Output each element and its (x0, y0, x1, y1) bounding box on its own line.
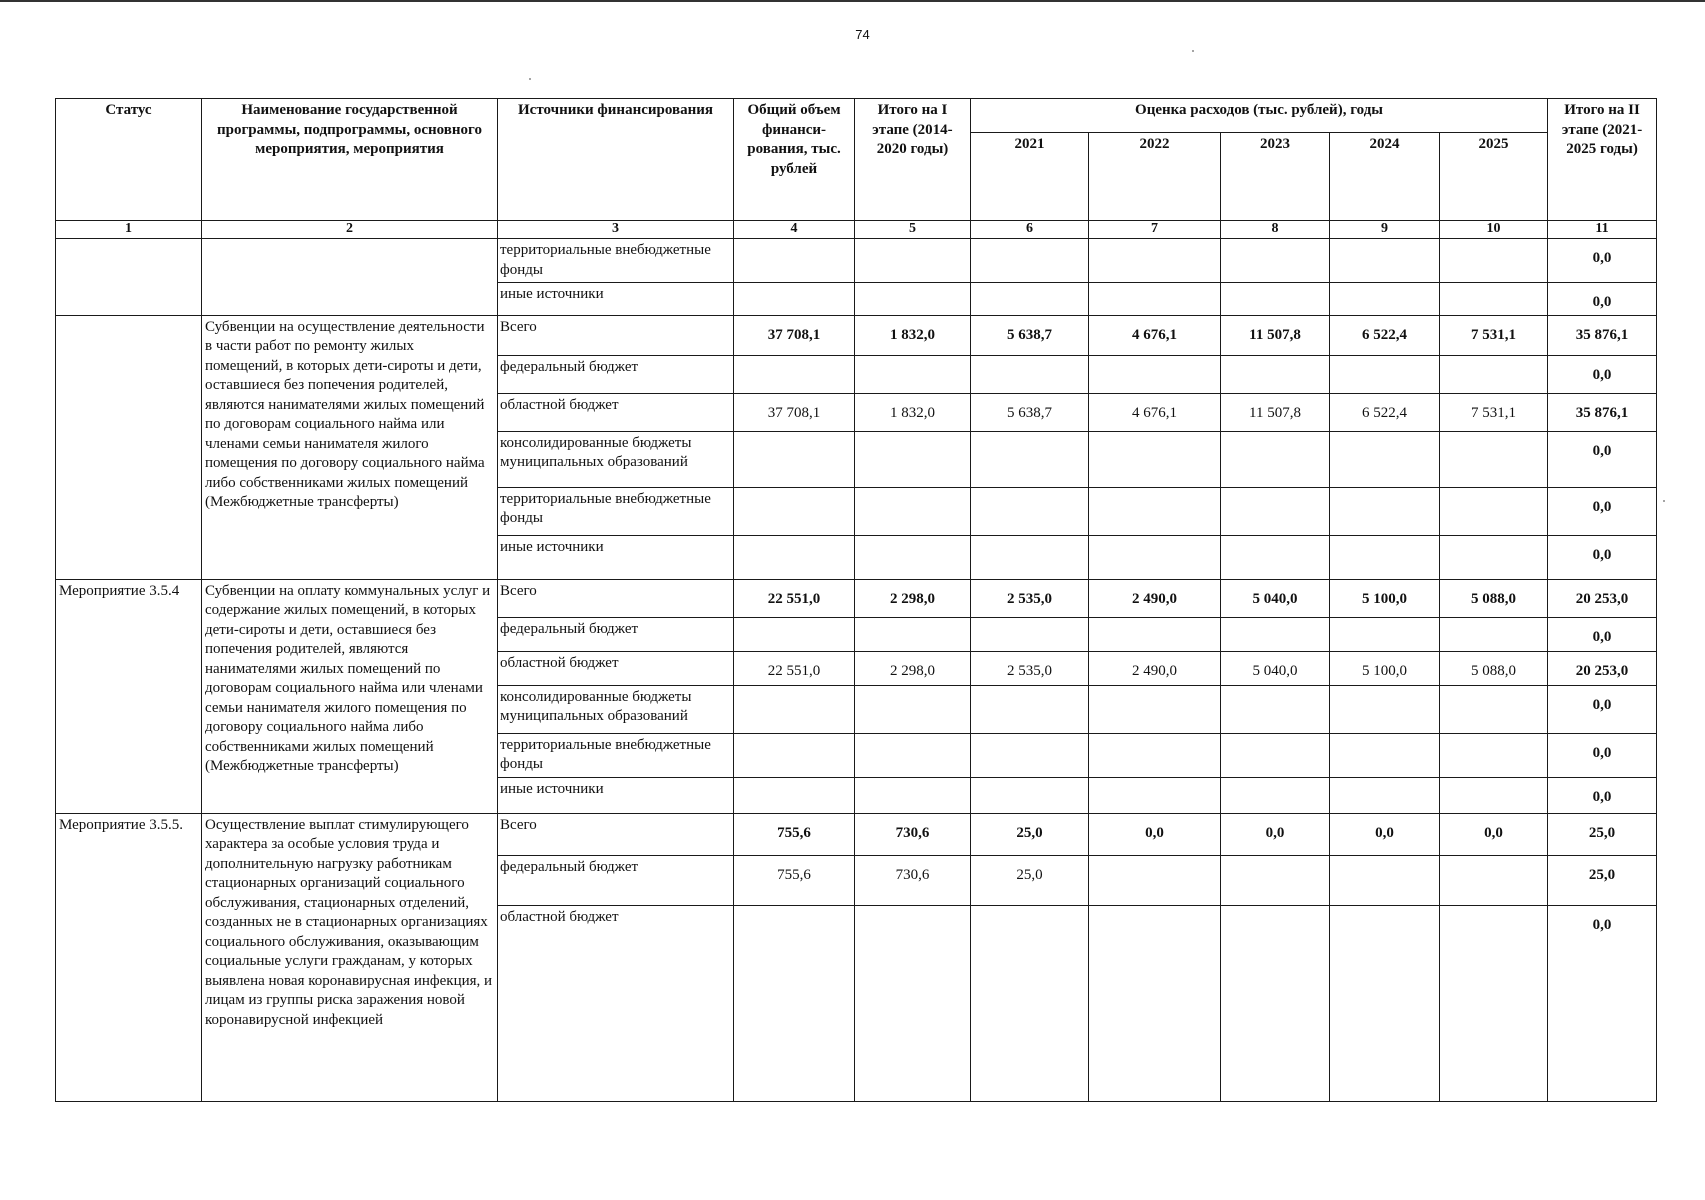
value-cell (1440, 685, 1548, 733)
header-stage1-total: Итого на I этапе (2014-2020 годы) (855, 99, 971, 221)
funding-source-cell: Всего (498, 315, 734, 355)
value-cell: 2 490,0 (1089, 651, 1221, 685)
value-cell: 6 522,4 (1330, 393, 1440, 431)
status-cell: Мероприятие 3.5.5. (56, 813, 202, 1101)
header-year: 2024 (1330, 133, 1440, 221)
value-cell: 5 088,0 (1440, 579, 1548, 617)
value-cell: 2 298,0 (855, 651, 971, 685)
value-cell: 0,0 (1221, 813, 1330, 855)
header-year: 2023 (1221, 133, 1330, 221)
value-cell (1440, 431, 1548, 487)
stage2-total-cell: 0,0 (1548, 905, 1657, 1101)
value-cell (1330, 355, 1440, 393)
funding-source-cell: территориальные внебюджетные фонды (498, 733, 734, 777)
value-cell: 11 507,8 (1221, 393, 1330, 431)
value-cell: 0,0 (1330, 813, 1440, 855)
value-cell: 11 507,8 (1221, 315, 1330, 355)
value-cell (971, 685, 1089, 733)
budget-table-body (56, 239, 1657, 1102)
stage2-total-cell: 25,0 (1548, 813, 1657, 855)
value-cell: 22 551,0 (734, 579, 855, 617)
value-cell (855, 487, 971, 535)
value-cell (1330, 239, 1440, 283)
value-cell (1440, 355, 1548, 393)
table-row (56, 579, 1657, 617)
value-cell: 37 708,1 (734, 393, 855, 431)
value-cell (971, 617, 1089, 651)
value-cell (1330, 487, 1440, 535)
funding-source-cell: консолидированные бюджеты муниципальных образований (498, 431, 734, 487)
table-row (56, 813, 1657, 855)
stage2-total-cell: 0,0 (1548, 431, 1657, 487)
status-cell (56, 239, 202, 316)
funding-source-cell: областной бюджет (498, 651, 734, 685)
funding-source-cell: федеральный бюджет (498, 855, 734, 905)
value-cell (1089, 239, 1221, 283)
value-cell (734, 617, 855, 651)
value-cell (1440, 733, 1548, 777)
program-name-cell: Осуществление выплат стимулирующего характера за особые условия труда и дополнительную нагрузку работникам стационарных организаций социального обслуживания, стационарных отделений, созданных не в стационарных организациях социального обслуживания, оказывающим социальные услуги гражданам, у которых выявлена новая коронавирусная инфекция, и лицам из группы риска заражения новой коронавирусной инфекцией (202, 813, 498, 1101)
value-cell (855, 283, 971, 316)
column-number: 10 (1440, 221, 1548, 239)
funding-source-cell: консолидированные бюджеты муниципальных образований (498, 685, 734, 733)
value-cell (734, 535, 855, 579)
stage2-total-cell: 0,0 (1548, 283, 1657, 316)
value-cell (1221, 487, 1330, 535)
value-cell: 730,6 (855, 813, 971, 855)
header-sources: Источники финансирования (498, 99, 734, 221)
value-cell (855, 905, 971, 1101)
page-top-edge (0, 0, 1705, 2)
value-cell (971, 905, 1089, 1101)
value-cell (734, 685, 855, 733)
header-total-volume: Общий объем финанси-рования, тыс. рублей (734, 99, 855, 221)
value-cell (971, 283, 1089, 316)
header-year: 2021 (971, 133, 1089, 221)
value-cell (855, 355, 971, 393)
value-cell: 0,0 (1089, 813, 1221, 855)
stage2-total-cell: 25,0 (1548, 855, 1657, 905)
stage2-total-cell: 0,0 (1548, 777, 1657, 813)
value-cell (1089, 535, 1221, 579)
column-number: 11 (1548, 221, 1657, 239)
value-cell: 25,0 (971, 855, 1089, 905)
value-cell: 5 100,0 (1330, 579, 1440, 617)
header-estimate-group: Оценка расходов (тыс. рублей), годы (971, 99, 1548, 133)
header-year: 2022 (1089, 133, 1221, 221)
value-cell (1330, 283, 1440, 316)
value-cell (1330, 535, 1440, 579)
stage2-total-cell: 20 253,0 (1548, 579, 1657, 617)
value-cell (1089, 733, 1221, 777)
page-number: 74 (855, 27, 870, 42)
value-cell (1330, 431, 1440, 487)
value-cell (1440, 855, 1548, 905)
value-cell: 25,0 (971, 813, 1089, 855)
value-cell (855, 617, 971, 651)
value-cell (734, 487, 855, 535)
value-cell (734, 905, 855, 1101)
value-cell (1330, 617, 1440, 651)
value-cell (1440, 239, 1548, 283)
column-number: 8 (1221, 221, 1330, 239)
column-number: 6 (971, 221, 1089, 239)
value-cell (734, 355, 855, 393)
value-cell (1440, 617, 1548, 651)
value-cell (1440, 905, 1548, 1101)
budget-table (55, 98, 1657, 1102)
value-cell (1440, 777, 1548, 813)
stage2-total-cell: 0,0 (1548, 733, 1657, 777)
status-cell: Мероприятие 3.5.4 (56, 579, 202, 813)
value-cell (1089, 905, 1221, 1101)
stage2-total-cell: 0,0 (1548, 355, 1657, 393)
header-status: Статус (56, 99, 202, 221)
column-number: 1 (56, 221, 202, 239)
value-cell (1330, 905, 1440, 1101)
value-cell: 5 638,7 (971, 315, 1089, 355)
stage2-total-cell: 0,0 (1548, 535, 1657, 579)
funding-source-cell: территориальные внебюджетные фонды (498, 487, 734, 535)
value-cell (971, 535, 1089, 579)
column-number: 2 (202, 221, 498, 239)
value-cell: 755,6 (734, 813, 855, 855)
program-name-cell (202, 239, 498, 316)
value-cell (1089, 283, 1221, 316)
program-name-cell: Субвенции на осуществление деятельности в части работ по ремонту жилых помещений, в которых дети-сироты и дети, оставшиеся без попечения родителей, являются нанимателями жилых помещений по договорам социального найма или членами семьи нанимателя жилого помещения по договору социального найма либо собственниками жилых помещений (Межбюджетные трансферты) (202, 315, 498, 579)
value-cell (971, 239, 1089, 283)
funding-source-cell: иные источники (498, 777, 734, 813)
value-cell: 5 638,7 (971, 393, 1089, 431)
value-cell (971, 431, 1089, 487)
value-cell (1089, 431, 1221, 487)
value-cell (1221, 855, 1330, 905)
value-cell (734, 431, 855, 487)
value-cell: 1 832,0 (855, 393, 971, 431)
value-cell (1089, 355, 1221, 393)
value-cell (971, 355, 1089, 393)
column-number: 7 (1089, 221, 1221, 239)
column-number: 3 (498, 221, 734, 239)
value-cell (1440, 535, 1548, 579)
value-cell: 22 551,0 (734, 651, 855, 685)
funding-source-cell: федеральный бюджет (498, 355, 734, 393)
stage2-total-cell: 20 253,0 (1548, 651, 1657, 685)
status-cell (56, 315, 202, 579)
value-cell (1440, 487, 1548, 535)
funding-source-cell: иные источники (498, 283, 734, 316)
header-stage2-total: Итого на II этапе (2021-2025 годы) (1548, 99, 1657, 221)
table-row (56, 315, 1657, 355)
value-cell (855, 733, 971, 777)
value-cell: 2 298,0 (855, 579, 971, 617)
column-number: 9 (1330, 221, 1440, 239)
value-cell: 5 040,0 (1221, 579, 1330, 617)
value-cell (1330, 733, 1440, 777)
value-cell (1221, 535, 1330, 579)
value-cell (855, 685, 971, 733)
value-cell (1221, 431, 1330, 487)
value-cell (1221, 777, 1330, 813)
funding-source-cell: иные источники (498, 535, 734, 579)
value-cell: 5 100,0 (1330, 651, 1440, 685)
stage2-total-cell: 0,0 (1548, 617, 1657, 651)
value-cell (1330, 855, 1440, 905)
value-cell (1089, 617, 1221, 651)
value-cell: 1 832,0 (855, 315, 971, 355)
value-cell: 37 708,1 (734, 315, 855, 355)
value-cell (971, 487, 1089, 535)
stage2-total-cell: 35 876,1 (1548, 393, 1657, 431)
funding-source-cell: Всего (498, 813, 734, 855)
value-cell (1089, 487, 1221, 535)
value-cell: 755,6 (734, 855, 855, 905)
value-cell: 5 088,0 (1440, 651, 1548, 685)
funding-source-cell: федеральный бюджет (498, 617, 734, 651)
column-number: 5 (855, 221, 971, 239)
stage2-total-cell: 35 876,1 (1548, 315, 1657, 355)
funding-source-cell: областной бюджет (498, 905, 734, 1101)
value-cell (855, 535, 971, 579)
value-cell: 4 676,1 (1089, 393, 1221, 431)
value-cell (734, 733, 855, 777)
funding-source-cell: областной бюджет (498, 393, 734, 431)
value-cell: 4 676,1 (1089, 315, 1221, 355)
value-cell (1089, 855, 1221, 905)
header-year: 2025 (1440, 133, 1548, 221)
value-cell: 730,6 (855, 855, 971, 905)
value-cell: 2 490,0 (1089, 579, 1221, 617)
value-cell (1221, 905, 1330, 1101)
header-program-name: Наименование государственной программы, подпрограммы, основного мероприятия, мероприятия (202, 99, 498, 221)
stage2-total-cell: 0,0 (1548, 239, 1657, 283)
value-cell (1089, 685, 1221, 733)
value-cell (1221, 283, 1330, 316)
value-cell (1089, 777, 1221, 813)
funding-source-cell: территориальные внебюджетные фонды (498, 239, 734, 283)
stage2-total-cell: 0,0 (1548, 685, 1657, 733)
funding-source-cell: Всего (498, 579, 734, 617)
value-cell: 7 531,1 (1440, 393, 1548, 431)
value-cell: 0,0 (1440, 813, 1548, 855)
value-cell (1221, 355, 1330, 393)
value-cell: 6 522,4 (1330, 315, 1440, 355)
value-cell (734, 777, 855, 813)
scan-speck (529, 78, 531, 80)
value-cell (855, 239, 971, 283)
program-name-cell: Субвенции на оплату коммунальных услуг и содержание жилых помещений, в которых дети-сироты и дети, оставшиеся без попечения родителей, являются нанимателями жилых помещений по договорам социального найма или членами семьи нанимателя жилого помещения по договору социального найма либо собственниками жилых помещений (Межбюджетные трансферты) (202, 579, 498, 813)
value-cell (971, 777, 1089, 813)
scan-speck (1192, 50, 1194, 52)
value-cell: 2 535,0 (971, 651, 1089, 685)
value-cell (1330, 777, 1440, 813)
value-cell (1221, 617, 1330, 651)
value-cell (1440, 283, 1548, 316)
value-cell (855, 777, 971, 813)
stage2-total-cell: 0,0 (1548, 487, 1657, 535)
value-cell (1221, 239, 1330, 283)
column-number: 4 (734, 221, 855, 239)
scan-speck (1663, 500, 1665, 502)
value-cell (734, 283, 855, 316)
value-cell (734, 239, 855, 283)
value-cell (1330, 685, 1440, 733)
value-cell: 7 531,1 (1440, 315, 1548, 355)
value-cell (855, 431, 971, 487)
value-cell: 2 535,0 (971, 579, 1089, 617)
value-cell (1221, 733, 1330, 777)
value-cell: 5 040,0 (1221, 651, 1330, 685)
value-cell (1221, 685, 1330, 733)
table-row (56, 239, 1657, 283)
value-cell (971, 733, 1089, 777)
